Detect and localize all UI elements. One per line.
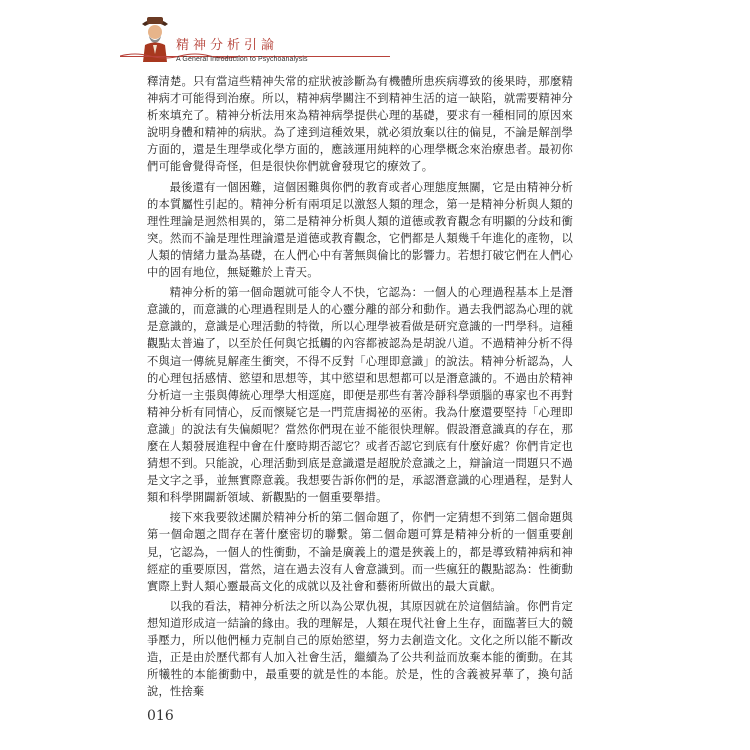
paragraph: 最後還有一個困難，這個困難與你們的教育或者心理態度無關，它是由精神分析的本質屬性引起的。精神分析有兩項足以激怒人類的理念，第一是精神分析與人類的理性理論是迥然相異的，第二是精神分析與人類的道德或教育觀念有明顯的分歧和衝突。然而不論是理性理論還是道德或教育觀念，它們都是人類幾千年進化的產物，以人類的情緒力量為基礎，在人們心中有著無與倫比的影響力。若想打破它們在人們心中的固有地位，無疑難於上青天。 [147, 180, 573, 280]
page-number: 016 [147, 708, 174, 724]
book-title: 精神分析引論 [176, 38, 279, 53]
paragraph: 以我的看法，精神分析法之所以為公眾仇視，其原因就在於這個結論。你們肯定想知道形成這一結論的緣由。我的理解是，人類在現代社會上生存，面臨著巨大的競爭壓力，所以他們極力克制自己的原始慾望，努力去創造文化。文化之所以能不斷改造，正是由於歷代都有人加入社會生活，繼續為了公共利益而放棄本能的衝動。在其所犧牲的本能衝動中，最重要的就是性的本能。於是，性的含義被昇華了，換句話說，性捨棄 [147, 599, 573, 699]
book-subtitle: A General Introduction to Psychoanalysis [176, 56, 308, 63]
paragraph: 接下來我要敘述關於精神分析的第二個命題了，你們一定猜想不到第二個命題與第一個命題之間存在著什麼密切的聯繫。第二個命題可算是精神分析的一個重要創見，它認為，一個人的性衝動，不論是廣義上的還是狹義上的，都是導致精神病和神經症的重要原因，當然，這在過去沒有人會意識到。而一些瘋狂的觀點認為：性衝動實際上對人類心靈最高文化的成就以及社會和藝術所做出的最大貢獻。 [147, 511, 573, 593]
running-header [120, 12, 400, 64]
body-text [147, 73, 573, 703]
paragraph: 釋清楚。只有當這些精神失常的症狀被診斷為有機體所患疾病導致的後果時，那麼精神病才可能得到治療。所以，精神病學關注不到精神生活的這一缺陷，就需要精神分析來填充了。精神分析法用來為精神病學提供心理的基礎，要求有一種相同的原因來說明身體和精神的病狀。為了達到這種效果，就必須放棄以往的偏見，不論是解剖學方面的，還是生理學或化學方面的，應該運用純粹的心理學概念來治療患者。最初你們可能會覺得奇怪，但是很快你們就會發現它的療效了。 [147, 75, 573, 174]
paragraph: 精神分析的第一個命題就可能令人不快，它認為：一個人的心理過程基本上是潛意識的，而意識的心理過程則是人的心靈分離的部分和動作。過去我們認為心理的就是意識的，意識是心理活動的特徵，所以心理學被看做是研究意識的一門學科。這種觀點太普遍了，以至於任何與它抵觸的內容都被認為是胡說八道。不過精神分析不得不與這一傳統見解產生衝突，不得不反對「心理即意識」的說法。精神分析認為，人的心理包括感情、慾望和思想等，其中慾望和思想都可以是潛意識的。不過由於精神分析這一主張與傳統心理學大相逕庭，即便是那些有著冷靜科學頭腦的專家也不再對精神分析有同情心，反而懷疑它是一門荒唐揭祕的巫術。我為什麼還要堅持「心理即意識」的說法有失偏頗呢？當然你們現在並不能很快理解。假設潛意識真的存在，那麼在人類發展進程中會在什麼時期否認它？或者否認它到底有什麼好處？你們肯定也猜想不到。只能說，心理活動到底是意識還是超脫於意識之上，辯論這一問題只不過是文字之爭，並無實際意義。我想要告訴你們的是，承認潛意識的心理過程，是對人類和科學開闢新領域、新觀點的一個重要舉措。 [147, 286, 573, 505]
